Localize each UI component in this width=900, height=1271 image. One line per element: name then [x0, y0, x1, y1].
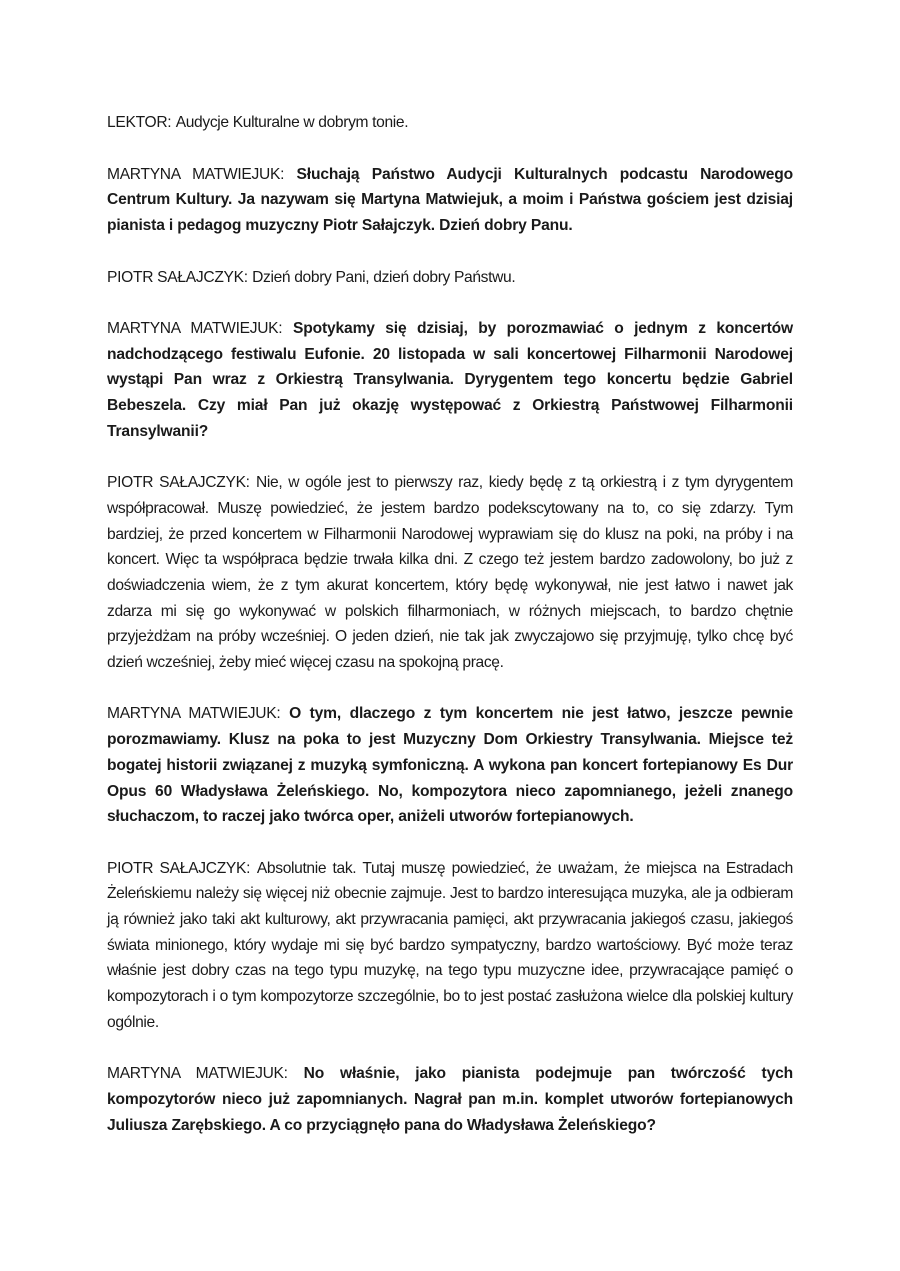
paragraph-text: No właśnie, jako pianista podejmuje pan twórczość tych kompozytorów nieco już zapomnianych. Nagrał pan m.in. komplet utworów fortepianowych Juliusza Zarębskiego. A co przyciągnęło pana do Władysława Żeleńskiego? — [107, 1065, 793, 1134]
speaker-label: PIOTR SAŁAJCZYK: — [107, 268, 248, 286]
paragraph-piotr-2 — [107, 470, 793, 676]
paragraph-text: Spotykamy się dzisiaj, by porozmawiać o jednym z koncertów nadchodzącego festiwalu Eufonie. 20 listopada w sali koncertowej Filharmonii Narodowej wystąpi Pan wraz z Orkiestrą Transylwania. Dyrygentem tego koncertu będzie Gabriel Bebeszela. Czy miał Pan już okazję występować z Orkiestrą Państwowej Filharmonii Transylwanii? — [107, 319, 793, 440]
paragraph-lektor — [107, 110, 793, 136]
speaker-label: LEKTOR: — [107, 114, 172, 131]
paragraph-martyna-1 — [107, 162, 793, 239]
paragraph-martyna-3 — [107, 701, 793, 830]
paragraph-text: Nie, w ogóle jest to pierwszy raz, kiedy będę z tą orkiestrą i z tym dyrygentem współpracował. Muszę powiedzieć, że jestem bardzo podekscytowany na to, co się zdarzy. Tym bardziej, że przed koncertem w Filharmonii Narodowej wyprawiam się do klusz na poki, na próby i na koncert. Więc ta współpraca będzie trwała kilka dni. Z czego też jestem bardzo zadowolony, bo już z doświadczenia wiem, że z tym akurat koncertem, który będę wykonywał, nie jest łatwo i nawet jak zdarza mi się go wykonywać w polskich filharmoniach, w różnych miejscach, to bardzo chętnie przyjeżdżam na próby wcześniej. O jeden dzień, nie tak jak zwyczajowo się przyjmuję, tylko chcę być dzień wcześniej, żeby mieć więcej czasu na spokojną pracę. — [107, 474, 793, 672]
paragraph-martyna-2 — [107, 316, 793, 445]
paragraph-martyna-4 — [107, 1061, 793, 1138]
speaker-label: PIOTR SAŁAJCZYK: — [107, 474, 250, 492]
document-page — [107, 110, 793, 1164]
speaker-label: MARTYNA MATWIEJUK: — [107, 705, 281, 723]
paragraph-text: O tym, dlaczego z tym koncertem nie jest łatwo, jeszcze pewnie porozmawiamy. Klusz na poka to jest Muzyczny Dom Orkiestry Transylwania. Miejsce też bogatej historii związanej z muzyką symfoniczną. A wykona pan koncert fortepianowy Es Dur Opus 60 Władysława Żeleńskiego. No, kompozytora nieco zapomnianego, jeżeli znanego słuchaczom, to raczej jako twórca oper, aniżeli utworów fortepianowych. — [107, 705, 793, 826]
speaker-label: MARTYNA MATWIEJUK: — [107, 1065, 288, 1083]
paragraph-text: Audycje Kulturalne w dobrym tonie. — [175, 114, 409, 131]
paragraph-piotr-1 — [107, 265, 793, 291]
paragraph-text: Dzień dobry Pani, dzień dobry Państwu. — [252, 268, 516, 286]
speaker-label: MARTYNA MATWIEJUK: — [107, 165, 285, 183]
paragraph-text: Absolutnie tak. Tutaj muszę powiedzieć, że uważam, że miejsca na Estradach Żeleńskiemu należy się więcej niż obecnie zajmuje. Jest to bardzo interesująca muzyka, ale ja odbieram ją również jako taki akt kulturowy, akt przywracania pamięci, akt przywracania jakiegoś czasu, jakiegoś świata minionego, który wydaje mi się być bardzo sympatyczny, bardzo wartościowy. Być może teraz właśnie jest dobry czas na tego typu muzykę, na tego typu muzyczne idee, przywracające pamięć o kompozytorach i o tym kompozytorze szczególnie, bo to jest postać zasłużona wielce dla polskiej kultury ogólnie. — [107, 859, 793, 1031]
paragraph-text: Słuchają Państwo Audycji Kulturalnych podcastu Narodowego Centrum Kultury. Ja nazywam się Martyna Matwiejuk, a moim i Państwa gościem jest dzisiaj pianista i pedagog muzyczny Piotr Sałajczyk. Dzień dobry Panu. — [107, 165, 793, 235]
paragraph-piotr-3 — [107, 856, 793, 1036]
speaker-label: MARTYNA MATWIEJUK: — [107, 319, 283, 337]
speaker-label: PIOTR SAŁAJCZYK: — [107, 859, 251, 877]
